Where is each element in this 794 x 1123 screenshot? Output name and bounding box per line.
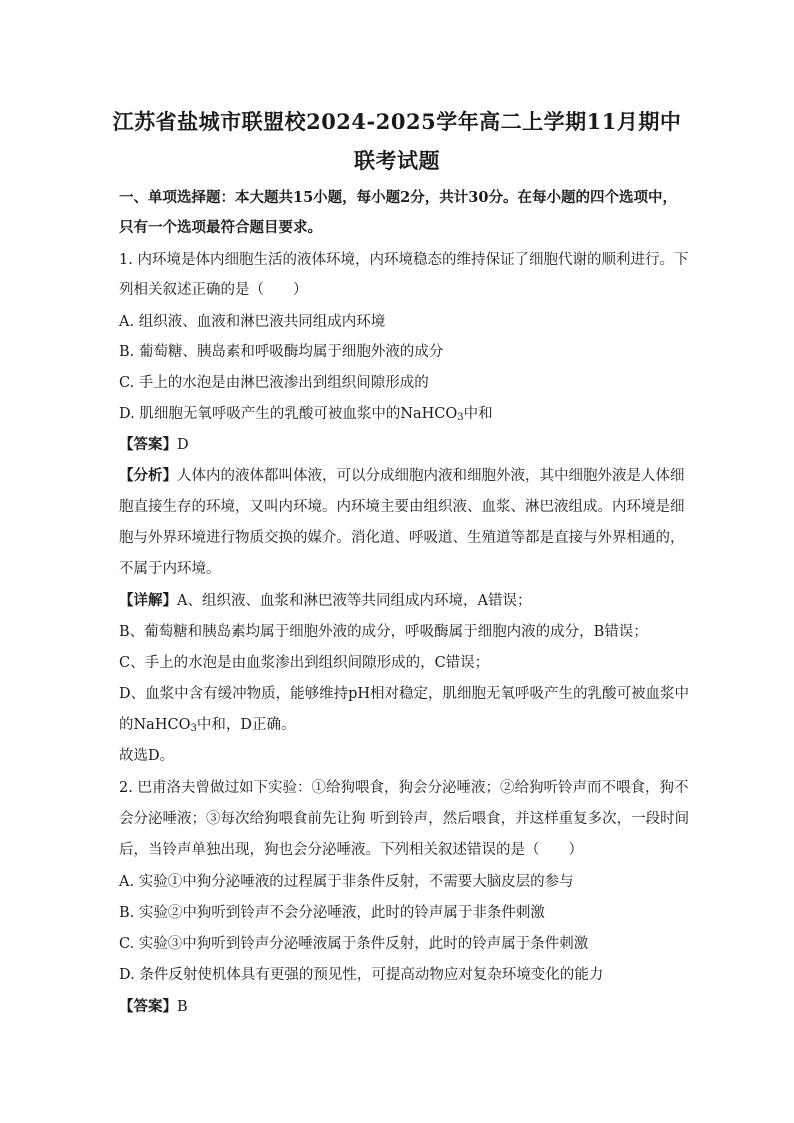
q1-option-d-subscript: 3	[457, 412, 464, 423]
q1-analysis-label: 【分析】	[119, 467, 177, 484]
q2-answer-value: B	[177, 999, 188, 1015]
q1-detail-text1: A、组织液、血浆和淋巴液等共同组成内环境，A错误；	[177, 593, 532, 609]
q2-option-b: B. 实验②中狗听到铃声不会分泌唾液，此时的铃声属于非条件刺激	[119, 905, 545, 921]
q2-stem-line1: 2. 巴甫洛夫曾做过如下实验：①给狗喂食，狗会分泌唾液；②给狗听铃声而不喂食，狗不	[119, 780, 689, 796]
q1-option-b: B. 葡萄糖、胰岛素和呼吸酶均属于细胞外液的成分	[119, 344, 444, 360]
document-title-line1: 江苏省盐城市联盟校2024-2025学年高二上学期11月期中	[112, 109, 682, 134]
q1-conclusion: 故选D。	[119, 748, 175, 764]
q2-answer	[119, 997, 679, 1017]
q1-detail-line3: C、手上的水泡是由血浆渗出到组织间隙形成的，C错误；	[119, 655, 490, 671]
q1-answer-value: D	[177, 437, 189, 453]
q2-stem-line2: 会分泌唾液；③每次给狗喂食前先让狗 听到铃声，然后喂食，并这样重复多次，一段时间	[119, 811, 690, 827]
q1-detail-line5-tail: 中和，D正确。	[196, 717, 296, 733]
q1-analysis-text1: 人体内的液体都叫体液，可以分成细胞内液和细胞外液，其中细胞外液是人体细	[177, 468, 685, 484]
q1-detail-line5-text: 的NaHCO	[119, 717, 191, 733]
q1-analysis-line1	[119, 466, 685, 486]
q1-analysis-line4: 不属于内环境。	[119, 561, 221, 577]
q1-option-d-tail: 中和	[463, 406, 493, 422]
q1-analysis-line2: 胞直接生存的环境，又叫内环境。内环境主要由组织液、血浆、淋巴液组成。内环境是细	[119, 499, 685, 515]
q1-answer	[119, 435, 679, 455]
q2-option-c: C. 实验③中狗听到铃声分泌唾液属于条件反射，此时的铃声属于条件刺激	[119, 936, 589, 952]
q1-stem-line2: 列相关叙述正确的是（ ）	[119, 282, 308, 298]
q1-detail-line2: B、葡萄糖和胰岛素均属于细胞外液的成分，呼吸酶属于细胞内液的成分，B错误；	[119, 624, 648, 640]
document-title-line2: 联考试题	[354, 148, 440, 173]
q1-stem-line1: 1. 内环境是体内细胞生活的液体环境，内环境稳态的维持保证了细胞代谢的顺利进行。下	[119, 252, 689, 268]
q2-stem-line3: 后，当铃声单独出现，狗也会分泌唾液。下列相关叙述错误的是（ ）	[119, 842, 583, 858]
q1-option-d-text: D. 肌细胞无氧呼吸产生的乳酸可被血浆中的NaHCO	[119, 406, 458, 422]
q2-answer-label: 【答案】	[119, 998, 177, 1015]
q1-detail-line1	[119, 591, 679, 611]
q2-option-a: A. 实验①中狗分泌唾液的过程属于非条件反射，不需要大脑皮层的参与	[119, 874, 574, 890]
q1-detail-line4: D、血浆中含有缓冲物质，能够维持pH相对稳定，肌细胞无氧呼吸产生的乳酸可被血浆中	[119, 686, 690, 702]
q1-detail-line5-subscript: 3	[190, 723, 197, 734]
q1-detail-line5	[119, 715, 679, 735]
section-heading-line1: 一、单项选择题：本大题共15小题，每小题2分，共计30分。在每小题的四个选项中，	[119, 189, 677, 206]
q1-option-d	[119, 404, 679, 424]
q1-analysis-line3: 胞与外界环境进行物质交换的媒介。消化道、呼吸道、生殖道等都是直接与外界相通的，	[119, 530, 685, 546]
q1-answer-label: 【答案】	[119, 436, 177, 453]
section-heading-line2: 只有一个选项最符合题目要求。	[119, 219, 322, 236]
q1-option-a: A. 组织液、血液和淋巴液共同组成内环境	[119, 314, 386, 330]
q1-option-c: C. 手上的水泡是由淋巴液渗出到组织间隙形成的	[119, 375, 429, 391]
q2-option-d: D. 条件反射使机体具有更强的预见性，可提高动物应对复杂环境变化的能力	[119, 967, 604, 983]
q1-detail-label: 【详解】	[119, 592, 177, 609]
